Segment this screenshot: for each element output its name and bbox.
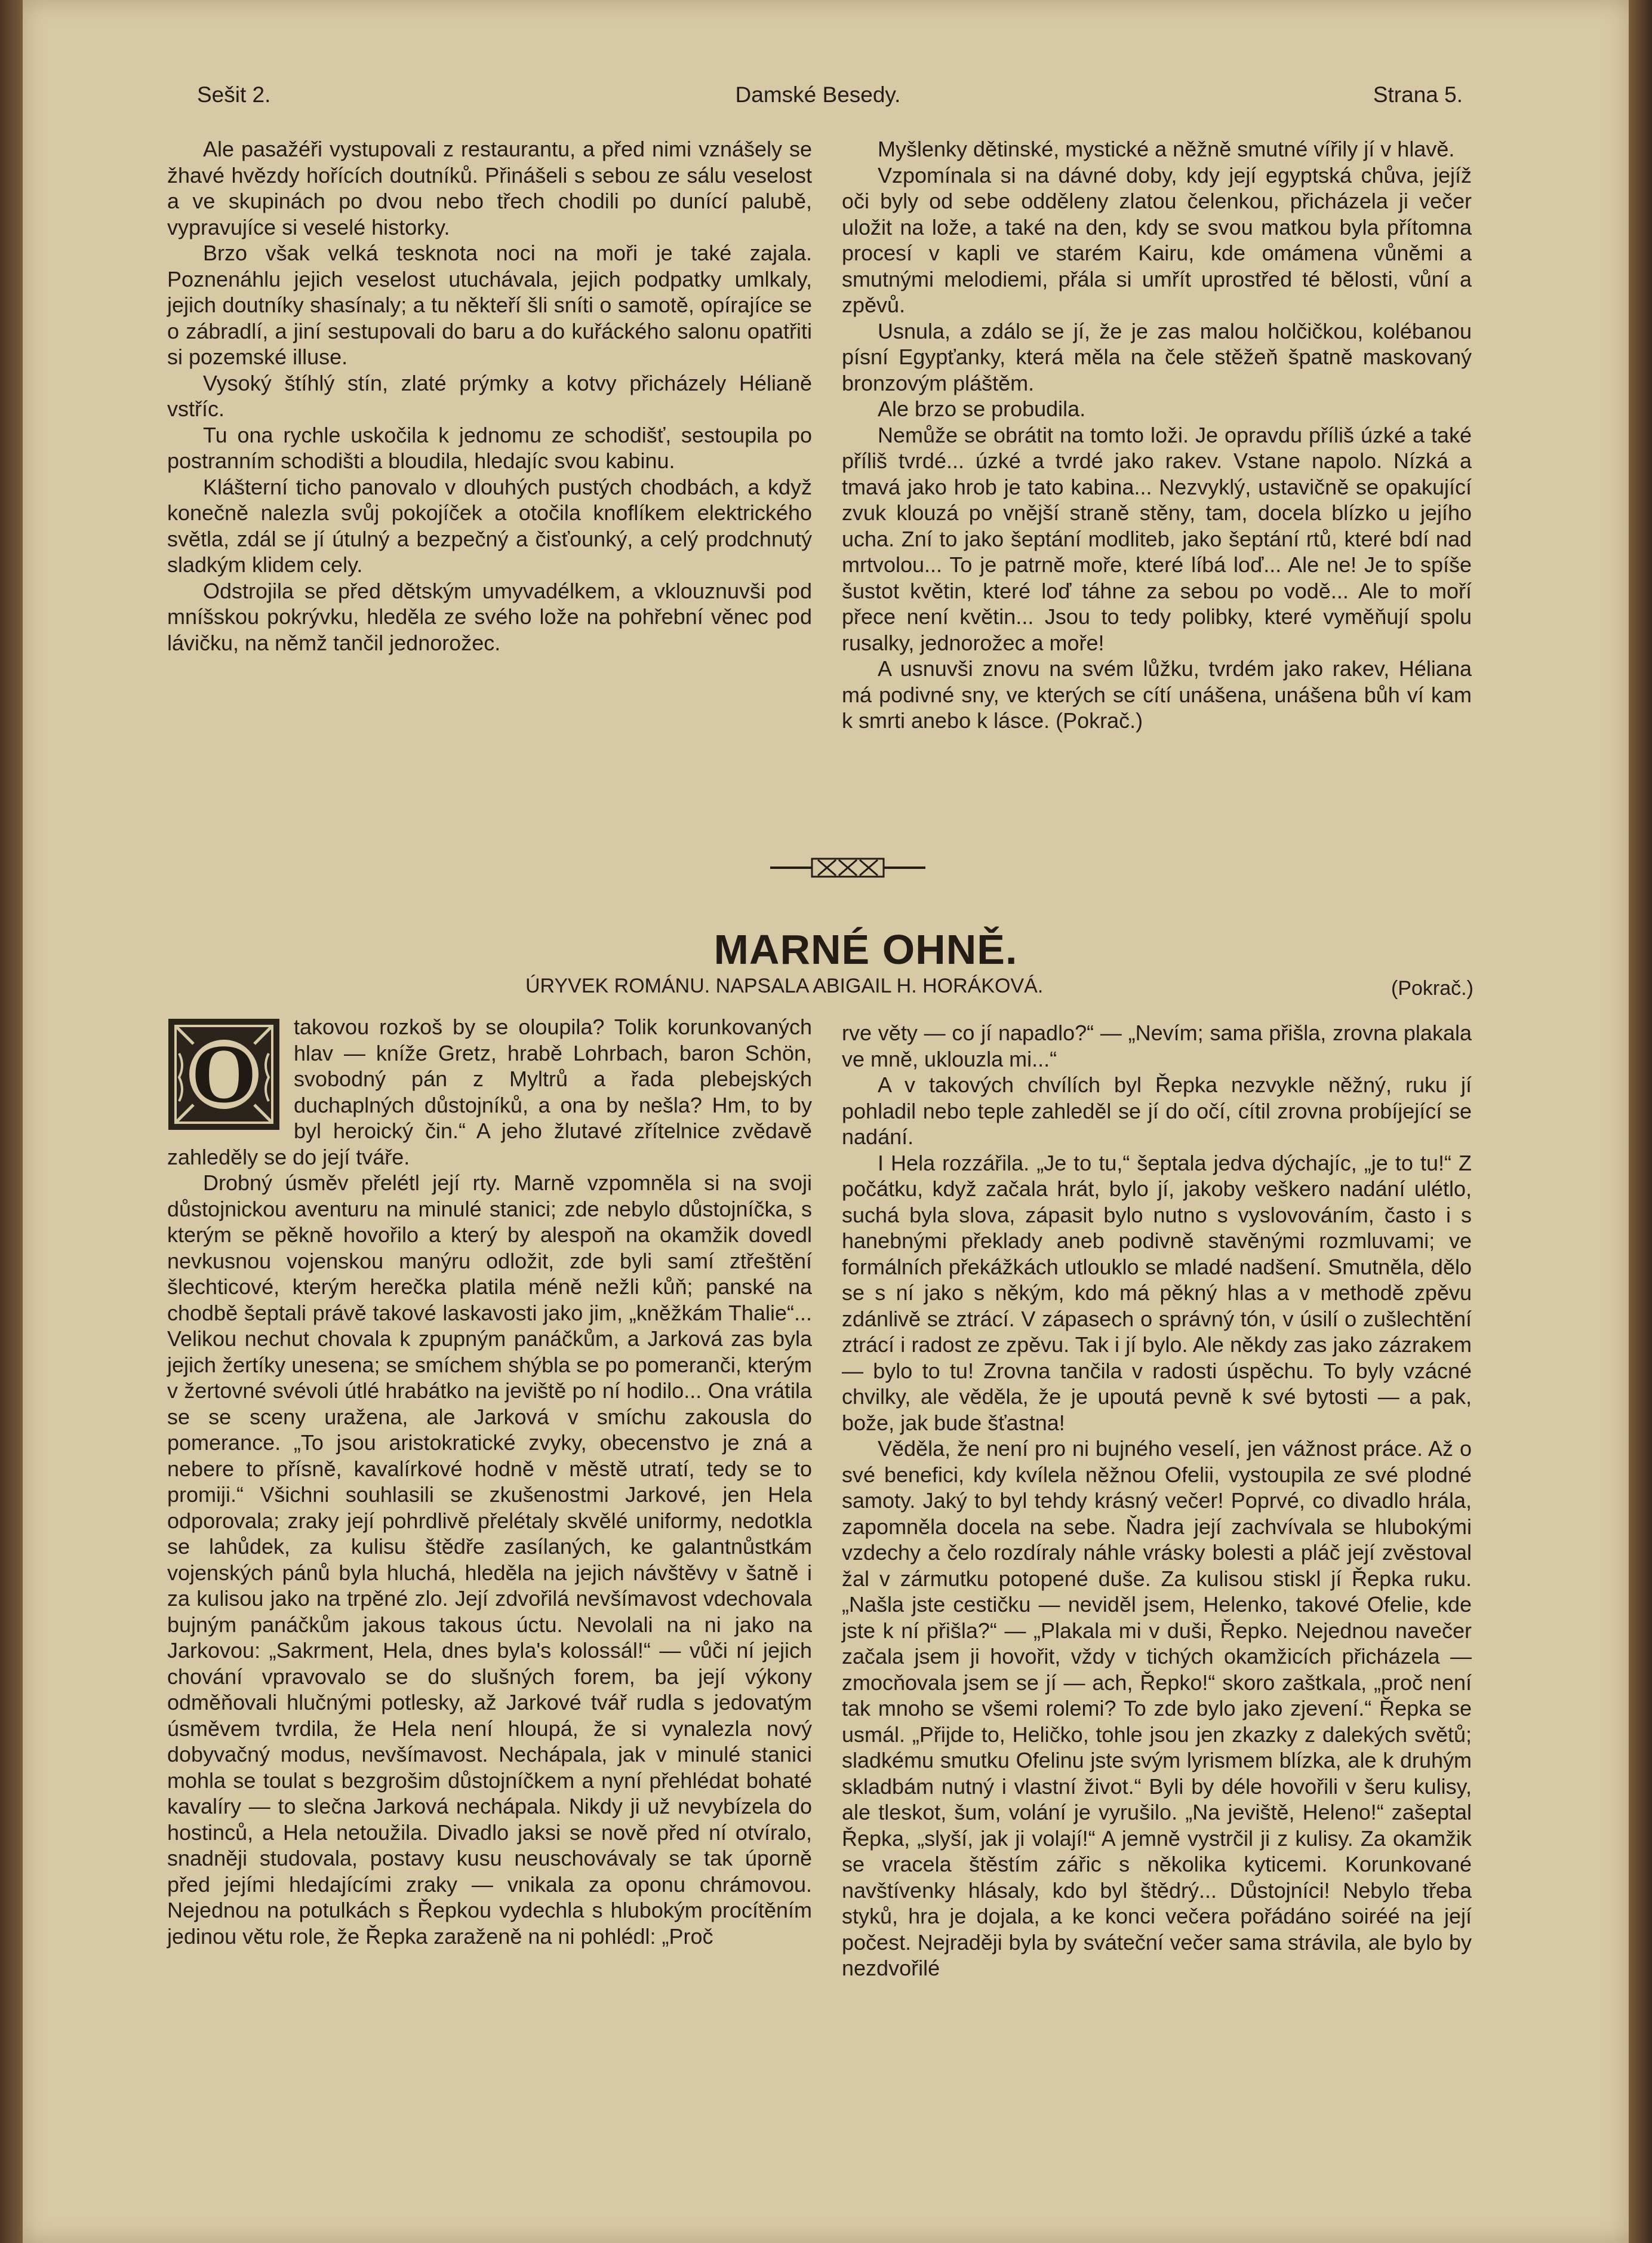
- section-divider-ornament: [770, 853, 925, 883]
- paragraph: Vzpomínala si na dávné doby, kdy její egyptská chůva, jejíž oči byly od sebe odděleny zlatou čelenkou, přicházela ji večer uložit na lože, a také na den, kdy se svou matkou byla přítomna procesí v kapli ve starém Kairu, kde omámena vůněmi a smutnými melodiemi, přála si umřít uprostřed té bělosti, vůní a zpěvů.: [842, 162, 1472, 317]
- running-header: [173, 82, 1463, 118]
- paragraph: rve věty — co jí napadlo?“ — „Nevím; sama přišla, zrovna plakala ve mně, uklouzla mi...“: [842, 1021, 1472, 1071]
- paragraph: Nemůže se obrátit na tomto loži. Je opravdu příliš úzké a také příliš tvrdé... úzké a tvrdé jako rakev. Vstane napolo. Nízká a tmavá jako hrob je tato kabina... Nezvyklý, ustavičně se opakující zvuk klouzá po vnější straně stěny, tam, docela blízko u jejího ucha. Zní to jako šeptání modliteb, jako šeptání rtů, které bdí nad mrtvolou... To je patrně moře, které líbá loď... Ale ne! Je to spíše šustot květin, které loď táhne za sebou po vodě... Ale to moří přece není květin... Jsou to tedy polibky, které vyměňují spolu rusalky, jednorožec a moře!: [842, 422, 1472, 655]
- paragraph: Ale brzo se probudila.: [878, 397, 1086, 421]
- issue-number: Sešit 2.: [197, 82, 271, 107]
- article-title: MARNÉ OHNĚ.: [713, 926, 1018, 973]
- page-number: Strana 5.: [1373, 82, 1463, 107]
- paragraph: A usnuvši znovu na svém lůžku, tvrdém jako rakev, Héliana má podivné sny, ve kterých se cítí unášena, unášena bůh ví kam k smrti anebo k lásce. (Pokrač.): [842, 656, 1472, 733]
- column-top-left: [167, 136, 812, 817]
- paragraph: Brzo však velká tesknota noci na moři je také zajala. Poznenáhlu jejich veselost utuchávala, jejich podpatky umlkaly, jejich doutníky shasínaly; a tu někteří šli sníti o samotě, opírajíce se o zábradlí, a jiní sestupovali do baru a do kuřáckého salonu opatřiti si pozemské illuse.: [167, 241, 812, 369]
- drop-cap-letter: O: [191, 1028, 257, 1120]
- column-bottom-left: [167, 1014, 812, 2179]
- column-bottom-right: [842, 1020, 1472, 2184]
- paragraph: takovou rozkoš by se oloupila? Tolik korunkovaných hlav — kníže Gretz, hrabě Lohrbach, baron Schön, svobodný pán z Myltrů a řada plebejských duchaplných důstojníků, a ona by nešla? Hm, to by byl heroický čin.“ A jeho žlutavé zřítelnice zvědavě zahleděly se do její tváře.: [167, 1015, 812, 1169]
- paragraph: Odstrojila se před dětským umyvadélkem, a vklouznuvši pod mníšskou pokrývku, hleděla ze svého lože na pohřební věnec pod lávičku, na němž tančil jednorožec.: [167, 578, 812, 655]
- paragraph: Klášterní ticho panovalo v dlouhých pustých chodbách, a když konečně nalezla svůj pokojíček a otočila knoflíkem elektrického světla, zdál se jí útulný a bezpečný a čisťounký, a celý prodchnutý sladkým klidem cely.: [167, 474, 812, 577]
- continuation-note: (Pokrač.): [1391, 977, 1473, 1000]
- paragraph: Vysoký štíhlý stín, zlaté prýmky a kotvy přicházely Hélianě vstříc.: [167, 370, 812, 421]
- article-subtitle: ÚRYVEK ROMÁNU. NAPSALA ABIGAIL H. HORÁKOVÁ.: [525, 975, 1044, 997]
- paragraph: Drobný úsměv přelétl její rty. Marně vzpomněla si na svoji důstojnickou aventuru na minulé stanici; zde nebylo důstojníčka, s kterým se pěkně hovořilo a který by alespoň na okamžik dovedl nevkusnou vojenskou manýru odložit, zde byli samí ztřeštění šlechticové, kterým herečka platila méně nežli kůň; panské na chodbě šeptali právě takové laskavosti jako jim, „kněžkám Thalie“... Velikou nechut chovala k zpupným panáčkům, a Jarková zas byla jejich žertíky unesena; se smíchem shýbla se po pomeranči, kterým v žertovné svévoli útlé hrabátko na jeviště po ní hodilo... Ona vrátila se se sceny uražena, ale Jarková v smíchu zakousla do pomerance. „To jsou aristokratické zvyky, obecenstvo je zná a nebere to přísně, kavalírkové hodně v městě utratí, tedy se to promiji.“ Všichni souhlasili se zkušenostmi Jarkové, jen Hela odporovala; zraky její pohrdlivě přelétaly skvělé uniformy, nedotkla se lahůdek, za kulisu štědře zasílaných, ke galantnůstkám vojenských pánů byla hluchá, hleděla na jejich návštěvy v šatně i za kulisou jako na trpěné zlo. Její zdvořilá nevšímavost vdechovala bujným panáčkům jakous takous úctu. Nevolali na ni jako na Jarkovou: „Sakrment, Hela, dnes byla's kolossál!“ — vůči ní jejich chování vpravovalo se do slušných forem, ba její výkony odměňovali hlučnými potlesky, až Jarkové tvář rudla s jedovatým úsměvem tvrdila, že Hela není hloupá, že si vynalezla nový dobyvačný modus, nevšímavost. Nechápala, jak v minulé stanici mohla se toulat s bezgrošim důstojníčkem a nyní přehlédat bohaté kavalíry — to slečna Jarková nechápala. Nikdy ji už nevybízela do hostinců, a Hela netoužila. Divadlo jaksi se nově před ní otvíralo, snadněji studovala, postavy kusu neuschovávaly se tak úporně před jejími hledajícími zraky — vnikala za oponu chrámovou. Nejednou na potulkách s Řepkou vydechla s hlubokým procítěním jedinou větu role, že Řepka zaraženě na ni pohlédl: „Proč: [167, 1170, 812, 1949]
- journal-title: Damské Besedy.: [735, 82, 901, 107]
- paragraph: Myšlenky dětinské, mystické a něžně smutné vířily jí v hlavě.: [878, 137, 1455, 161]
- page-edge: [1629, 0, 1652, 2243]
- paragraph: Usnula, a zdálo se jí, že je zas malou holčičkou, kolébanou písní Egypťanky, která měla na čele stěžeň špatně maskovaný bronzovým pláštěm.: [842, 318, 1472, 395]
- paragraph: Ale pasažéři vystupovali z restaurantu, a před nimi vznášely se žhavé hvězdy hořících doutníků. Přinášeli s sebou ze sálu veselost a ve skupinách po dvou nebo třech chodili po dunící palubě, vypravujíce si veselé historky.: [167, 137, 812, 239]
- drop-cap: [167, 1018, 281, 1131]
- paragraph: Věděla, že není pro ni bujného veselí, jen vážnost práce. Až o své benefici, kdy kvílela něžnou Ofelii, vystoupila ze své plodné samoty. Jaký to byl tehdy krásný večer! Poprvé, co divadlo hrála, zapomněla docela na sebe. Ňadra její zachvívala se hlubokými vzdechy a čelo rozdíraly náhle vrásky bolesti a pláč její zvěstoval žal v zármutku potopené duše. Za kulisou stiskl jí Řepka ruku. „Našla jste cestičku — neviděl jsem, Helenko, takové Ofelie, kde jste k ní přišla?“ — „Plakala mi v duši, Řepko. Nejednou navečer začala jsem ji hovořit, vždy v tichých okamžicích přicházela — zmocňovala jsem se jí — ach, Řepko!“ skoro zaštkala, „proč není tak mnoho se všemi rolemi? To zde bylo jako zjevení.“ Řepka se usmál. „Přijde to, Heličko, tohle jsou jen zkazky z dalekých světů; sladkému smutku Ofelinu jste svým lyrismem blízka, ale k druhým skladbám nutný i vlastní život.“ Byli by déle hovořili v šeru kulisy, ale tleskot, šum, volání je vyrušilo. „Na jeviště, Heleno!“ zašeptal Řepka, „slyší, jak ji volají!“ A jemně vystrčil ji z kulisy. Za okamžik se vracela štěstím zářic s několika kyticemi. Korunkované navštívenky hlásaly, kdo byl štědrý... Důstojníci! Nebylo třeba styků, hra je dojala, a ke konci večera pořádáno soiréé na její počest. Nejraději byla by sváteční večer sama strávila, ale bylo by nezdvořilé: [842, 1436, 1472, 1980]
- paragraph: A v takových chvílích byl Řepka nezvykle něžný, ruku jí pohladil nebo teple zahleděl se jí do očí, cítil zrovna probíjející se nadání.: [842, 1073, 1472, 1149]
- paragraph: Tu ona rychle uskočila k jednomu ze schodišť, sestoupila po postranním schodišti a bloudila, hledajíc svou kabinu.: [167, 422, 812, 473]
- column-top-right: [842, 136, 1472, 853]
- binding-spine: [0, 0, 23, 2243]
- paragraph: I Hela rozzářila. „Je to tu,“ šeptala jedva dýchajíc, „je to tu!“ Z počátku, když začala hrát, bylo jí, jakoby veškero nadání ulétlo, suchá byla slova, zápasit bylo nutno s vyslovováním, často i s hanebnými překlady aneb podivně stavěnými rozmluvami; ve formálních překážkách utlouklo se mladé nadšení. Smutněla, dělo se s ní jako s někým, kdo má pěkný hlas a v methodě zpěvu zdánlivě se ztrácí. V zápasech o správný tón, v úsilí o zušlechtění ztrácí i radost ze zpěvu. Tak i jí bylo. Ale někdy zas jako zázrakem — bylo to tu! Zrovna tančila v radosti úspěchu. To byly vzácné chvilky, ale věděla, že je upoutá pevně k své bytosti — a pak, bože, jak bude šťastna!: [842, 1150, 1472, 1435]
